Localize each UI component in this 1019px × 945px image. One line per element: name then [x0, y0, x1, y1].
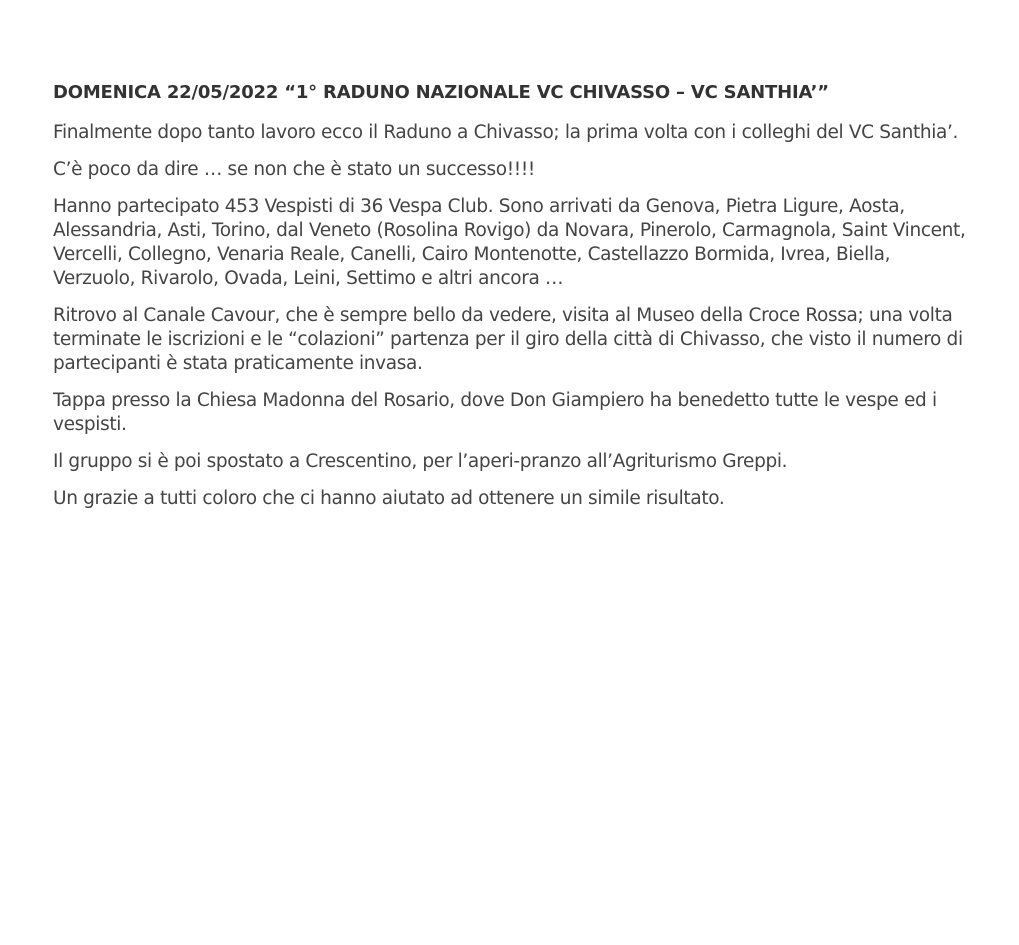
paragraph-intro: Finalmente dopo tanto lavoro ecco il Raduno a Chivasso; la prima volta con i colleghi del VC Santhia’. — [53, 122, 959, 143]
paragraph-participants: Hanno partecipato 453 Vespisti di 36 Vespa Club. Sono arrivati da Genova, Pietra Ligure, Aosta, Alessandria, Asti, Torino, dal Veneto (Rosolina Rovigo) da Novara, Pinerolo, Carmagnola, Saint Vincent, Vercelli, Collegno, Venaria Reale, Canelli, Cairo Montenotte, Castellazzo Bormida, Ivrea, Biella, Verzuolo, Rivarolo, Ovada, Leini, Settimo e altri ancora … — [53, 196, 966, 289]
paragraph-lunch: Il gruppo si è poi spostato a Crescentino, per l’aperi-pranzo all’Agriturismo Greppi. — [53, 451, 788, 472]
paragraph-meeting-point: Ritrovo al Canale Cavour, che è sempre bello da vedere, visita al Museo della Croce Rossa; una volta terminate le iscrizioni e le “colazioni” partenza per il giro della città di Chivasso, che visto il numero di partecipanti è stata praticamente invasa. — [53, 305, 963, 374]
paragraph-success: C’è poco da dire … se non che è stato un successo!!!! — [53, 159, 535, 180]
article — [53, 80, 973, 524]
paragraph-church-stop: Tappa presso la Chiesa Madonna del Rosario, dove Don Giampiero ha benedetto tutte le vespe ed i vespisti. — [53, 390, 937, 435]
paragraph-thanks: Un grazie a tutti coloro che ci hanno aiutato ad ottenere un simile risultato. — [53, 488, 725, 509]
article-title: DOMENICA 22/05/2022 “1° RADUNO NAZIONALE VC CHIVASSO – VC SANTHIA’” — [53, 82, 829, 103]
